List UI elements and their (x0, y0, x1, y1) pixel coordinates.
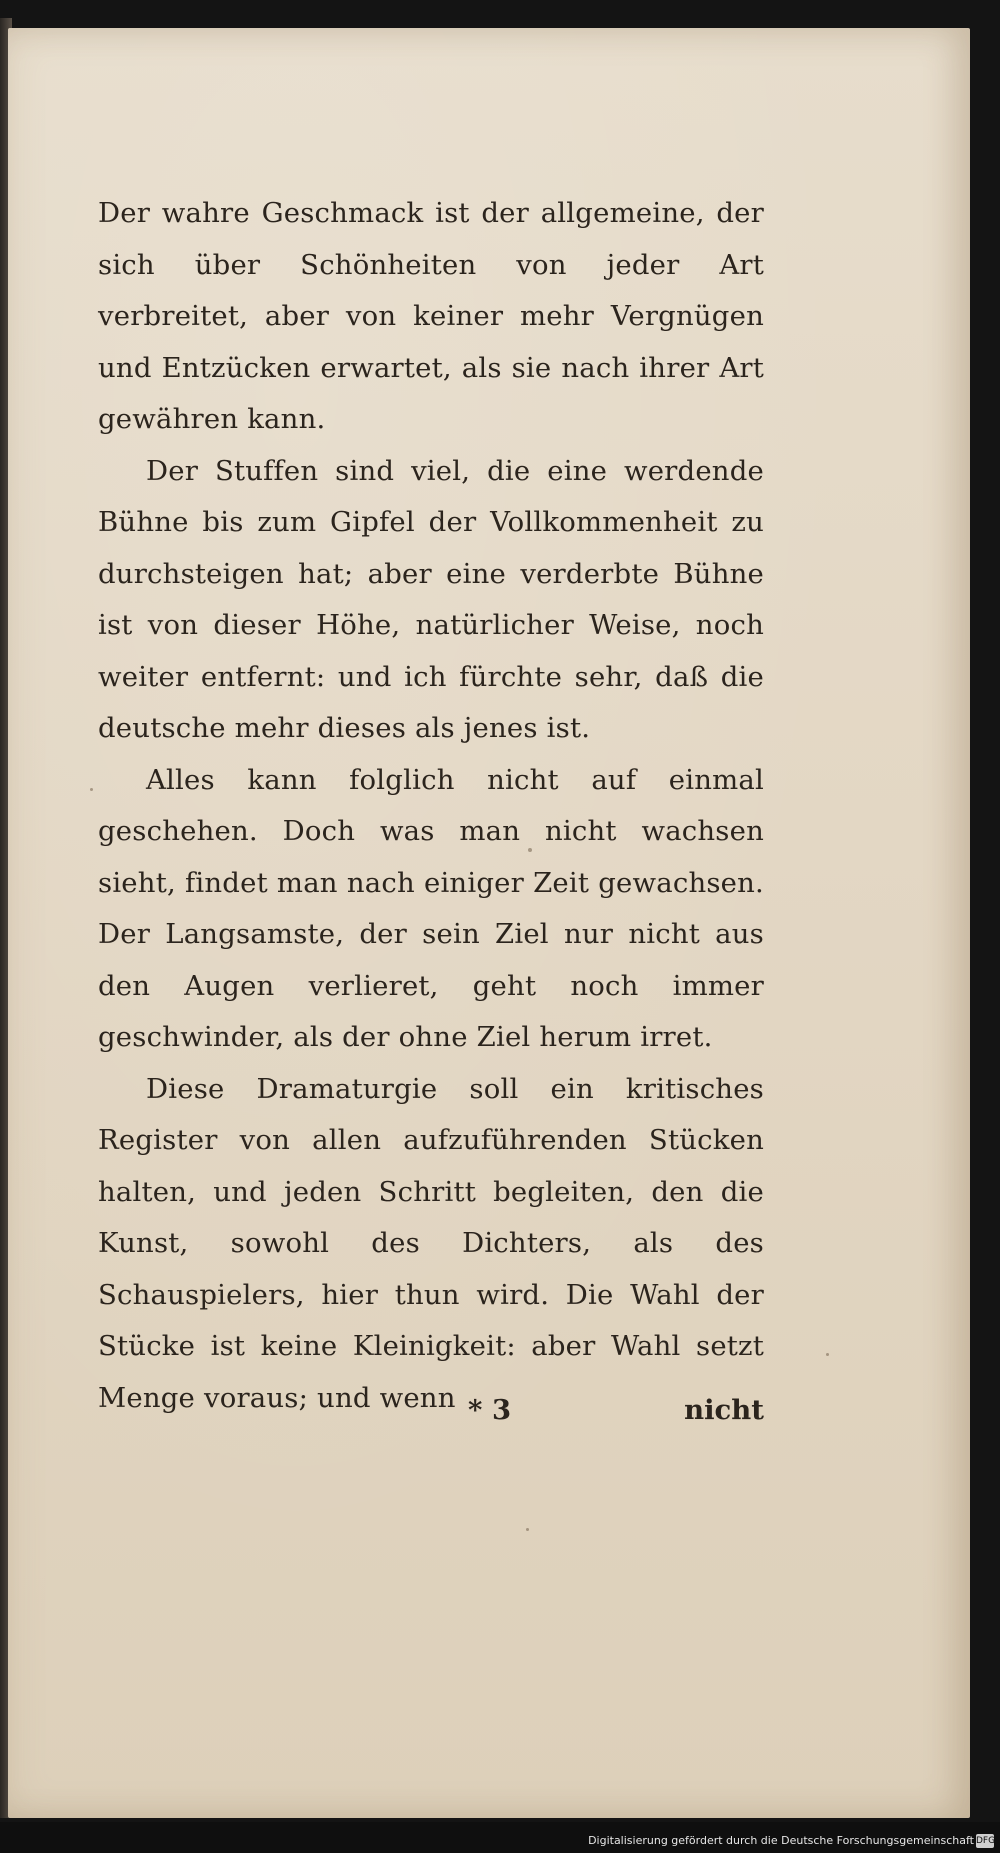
body-text (98, 188, 764, 1424)
paper-speck (90, 788, 93, 791)
signature-mark: * 3 (468, 1394, 512, 1426)
catchword: nicht (684, 1394, 764, 1426)
paragraph-2: Der Stuffen sind viel, die eine werdende Bühne bis zum Gipfel der Vollkommenheit zu durchsteigen hat; aber eine verderbte Bühne ist von dieser Höhe, natürlicher Weise, noch weiter entfernt: und ich fürchte sehr, daß die deutsche mehr dieses als jenes ist. (98, 454, 764, 744)
paper-speck (826, 1353, 829, 1356)
paragraph-4: Diese Dramaturgie soll ein kritisches Register von allen aufzuführenden Stücken halten, und jeden Schritt begleiten, den die Kunst, sowohl des Dichters, als des Schauspielers, hier thun wird. Die Wahl der Stücke ist keine Kleinigkeit: aber Wahl setzt Menge voraus; und wenn (98, 1072, 764, 1414)
page-footer-line (98, 1385, 764, 1435)
book-page (8, 28, 970, 1818)
paragraph-3: Alles kann folglich nicht auf einmal geschehen. Doch was man nicht wachsen sieht, findet man nach einiger Zeit gewachsen. Der Langsamste, der sein Ziel nur nicht aus den Augen verlieret, geht noch immer geschwinder, als der ohne Ziel herum irret. (98, 763, 764, 1053)
paper-speck (526, 1528, 529, 1531)
dfg-logo: DFG (976, 1836, 996, 1846)
paragraph-1: Der wahre Geschmack ist der allgemeine, der sich über Schönheiten von jeder Art verbreitet, aber von keiner mehr Vergnügen und Entzücken erwartet, als sie nach ihrer Art gewähren kann. (98, 197, 764, 435)
digitization-credit: Digitalisierung gefördert durch die Deutsche Forschungsgemeinschaft (588, 1834, 974, 1847)
